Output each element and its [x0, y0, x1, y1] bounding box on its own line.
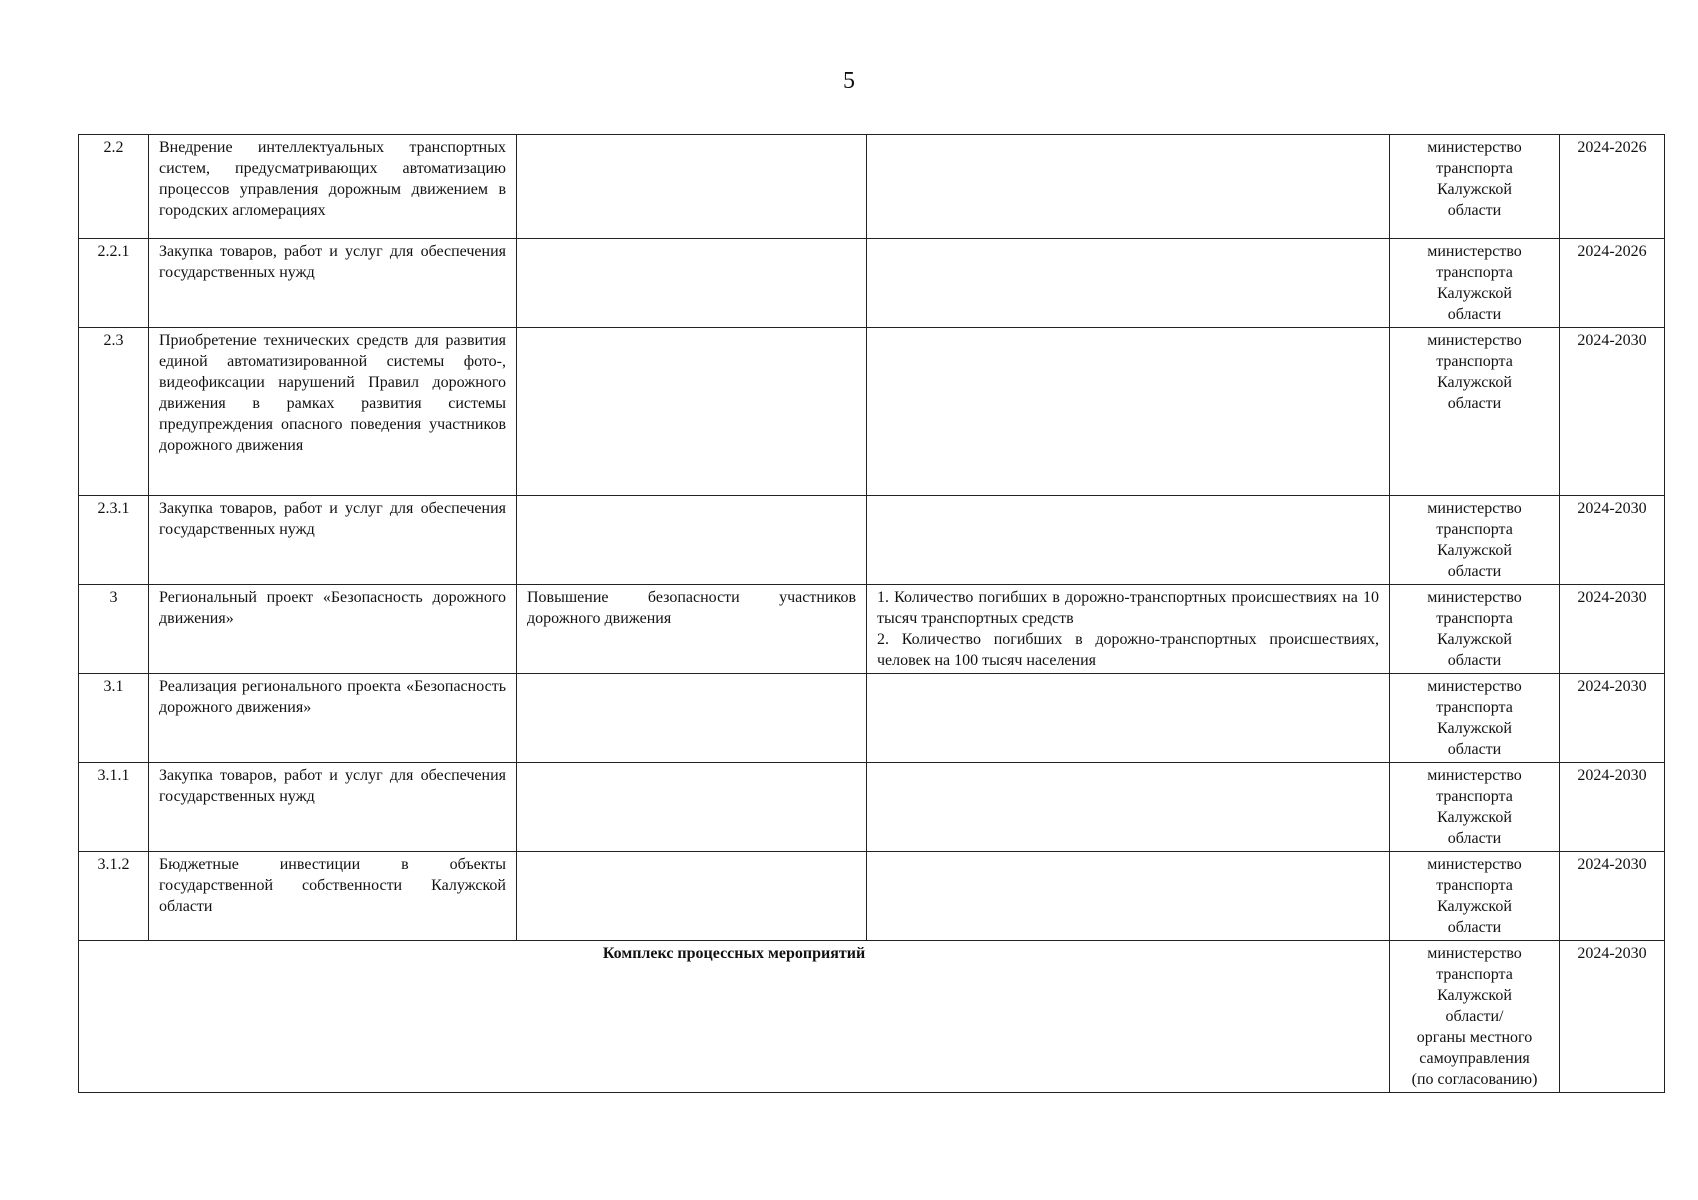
complex-title: Комплекс процессных мероприятий	[79, 941, 1390, 1093]
implementation-period: 2024-2030	[1560, 852, 1665, 941]
responsible-executor: министерство транспорта Калужской области	[1390, 763, 1560, 852]
table-row	[79, 852, 1665, 941]
indicator-item: 2. Количество погибших в дорожно-транспортных происшествиях, человек на 100 тысяч населения	[877, 631, 1379, 669]
indicator-item: 1. Количество погибших в дорожно-транспортных происшествиях на 10 тысяч транспортных средств	[877, 589, 1379, 627]
responsible-executor: министерство транспорта Калужской области/ органы местного самоуправления (по согласованию)	[1390, 941, 1560, 1093]
measure-indicators	[867, 496, 1390, 585]
implementation-period: 2024-2026	[1560, 135, 1665, 239]
responsible-executor: министерство транспорта Калужской области	[1390, 852, 1560, 941]
responsible-executor: министерство транспорта Калужской области	[1390, 328, 1560, 496]
responsible-executor: министерство транспорта Калужской области	[1390, 239, 1560, 328]
row-number: 3.1	[79, 674, 149, 763]
measure-name: Закупка товаров, работ и услуг для обеспечения государственных нужд	[149, 763, 517, 852]
measure-goal	[517, 763, 867, 852]
row-number: 3.1.2	[79, 852, 149, 941]
table-row	[79, 763, 1665, 852]
measure-goal	[517, 674, 867, 763]
measure-name: Внедрение интеллектуальных транспортных систем, предусматривающих автоматизацию процессов управления дорожным движением в городских агломерациях	[149, 135, 517, 239]
measure-indicators	[867, 585, 1390, 674]
table-row	[79, 239, 1665, 328]
row-number: 2.3.1	[79, 496, 149, 585]
measure-indicators	[867, 239, 1390, 328]
implementation-period: 2024-2030	[1560, 585, 1665, 674]
implementation-period: 2024-2030	[1560, 328, 1665, 496]
measure-name: Закупка товаров, работ и услуг для обеспечения государственных нужд	[149, 496, 517, 585]
measures-table	[78, 134, 1665, 1093]
responsible-executor: министерство транспорта Калужской области	[1390, 135, 1560, 239]
measure-indicators	[867, 852, 1390, 941]
implementation-period: 2024-2030	[1560, 941, 1665, 1093]
measure-goal	[517, 328, 867, 496]
measure-name: Бюджетные инвестиции в объекты государственной собственности Калужской области	[149, 852, 517, 941]
measure-goal	[517, 135, 867, 239]
row-number: 2.2	[79, 135, 149, 239]
measure-indicators	[867, 328, 1390, 496]
row-number: 3.1.1	[79, 763, 149, 852]
row-number: 2.3	[79, 328, 149, 496]
table-row	[79, 496, 1665, 585]
table-row	[79, 328, 1665, 496]
measure-name: Закупка товаров, работ и услуг для обеспечения государственных нужд	[149, 239, 517, 328]
implementation-period: 2024-2030	[1560, 496, 1665, 585]
measure-indicators	[867, 135, 1390, 239]
row-number: 2.2.1	[79, 239, 149, 328]
measure-indicators	[867, 674, 1390, 763]
measure-name: Реализация регионального проекта «Безопасность дорожного движения»	[149, 674, 517, 763]
responsible-executor: министерство транспорта Калужской области	[1390, 585, 1560, 674]
table-row	[79, 674, 1665, 763]
measure-indicators	[867, 763, 1390, 852]
table-row	[79, 135, 1665, 239]
implementation-period: 2024-2030	[1560, 763, 1665, 852]
measure-name: Приобретение технических средств для развития единой автоматизированной системы фото-, видеофиксации нарушений Правил дорожного движения в рамках развития системы предупреждения опасного поведения участников дорожного движения	[149, 328, 517, 496]
implementation-period: 2024-2030	[1560, 674, 1665, 763]
measure-goal: Повышение безопасности участников дорожного движения	[517, 585, 867, 674]
responsible-executor: министерство транспорта Калужской области	[1390, 674, 1560, 763]
responsible-executor: министерство транспорта Калужской области	[1390, 496, 1560, 585]
page-number: 5	[843, 68, 855, 94]
measure-goal	[517, 852, 867, 941]
implementation-period: 2024-2026	[1560, 239, 1665, 328]
measure-goal	[517, 496, 867, 585]
table-row	[79, 585, 1665, 674]
table-row-complex	[79, 941, 1665, 1093]
measure-goal	[517, 239, 867, 328]
row-number: 3	[79, 585, 149, 674]
measure-name: Региональный проект «Безопасность дорожного движения»	[149, 585, 517, 674]
